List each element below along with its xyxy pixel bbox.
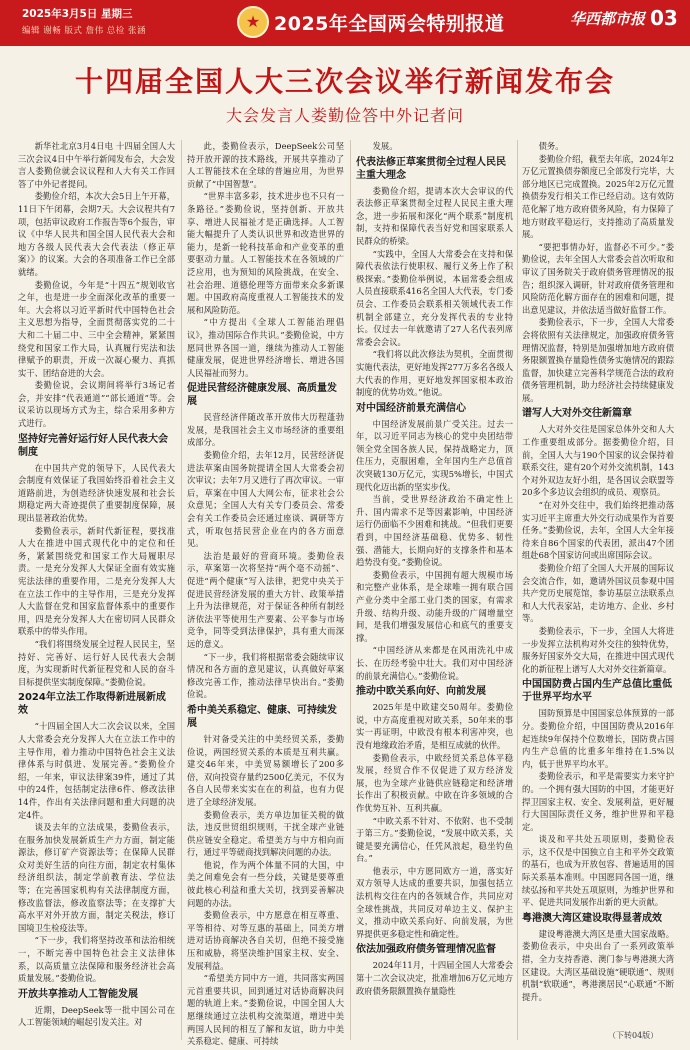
page-banner [0, 0, 690, 46]
article-column-1 [18, 140, 175, 1040]
paragraph: 2024年11月，十四届全国人大常委会第十二次会议决定，批准增加6万亿元地方政府债务限额置换存量隐性 [356, 960, 513, 996]
paragraph: “实践中，全国人大常委会在支持和保障代表依法行使职权、履行义务上作了积极探索。”娄勤俭举例说，本届常委会组成人员直接联系416名全国人大代表，专门委员会、工作委员会联系相关领域代表工作机制全部建立，充分发挥代表的专业特长。仅过去一年就邀请了27人名代表列席常委会会议。 [356, 248, 513, 347]
article-column-2 [187, 140, 344, 1047]
paragraph: “十四届全国人大二次会议以来，全国人大常委会充分发挥人大在立法工作中的主导作用，着力推动中国特色社会主义法律体系与时俱进、发展完善。”娄勤俭介绍，一年来，审议法律案39件，通过了其中的24件，包括制定法律6件、修改法律14件，作出有关法律问题和重大问题的决定4件。 [18, 721, 175, 820]
section-heading: 对中国经济前景充满信心 [356, 402, 466, 414]
paragraph: “中方提出《全球人工智能治理倡议》，推动国际合作共识。”娄勤俭说，中方愿同世界各国一道，继续为推动人工智能健康发展，促进世界经济增长、增进各国人民福祉而努力。 [187, 317, 344, 378]
paragraph: “下一步，我们将根据常委会随续审议情况和各方面的意见建议，认真做好草案修改完善工作，推动法律早快出台。”娄勤俭说。 [187, 651, 344, 700]
section-heading: 依法加强政府债务管理情况监督 [356, 944, 496, 956]
paragraph: 娄勤俭说，会议期间将举行3场记者会，并安排“代表通道”“部长通道”等。会议采访以现场方式为主，综合采用多种方式进行。 [18, 380, 175, 429]
paragraph: 他说，作为两个体量不同的大国，中美之间难免会有一些分歧，关键是要尊重彼此核心利益和重大关切，找到妥善解决问题的办法。 [187, 859, 344, 908]
paragraph: 国防预算是中国国家总体预算的一部分。娄勤俭介绍，中国国防费从2016年起连续9年保持个位数增长，国防费占国内生产总值的比重多年维持在1.5%以内，低于世界平均水平。 [522, 708, 674, 769]
paragraph: 谈及和平共处五项原则，娄勤俭表示，这不仅是中国独立自主和平外交政策的基石，也成为开放包容、普遍适用的国际关系基本准则。中国愿同各国一道，继续弘扬和平共处五项原则，为维护世界和平、促进共同发展作出新的更大贡献。 [522, 834, 674, 908]
paragraph: 建设粤港澳大湾区是重大国家战略。娄勤俭表示，中央出台了一系列政策举措，全力支持香港、澳门参与粤港澳大湾区建设。大湾区基础设施“硬联通”、规则机制“软联通”，粤港澳居民“心联通”不断提升。 [522, 928, 674, 1002]
paragraph: 娄勤俭表示，中国拥有超大规模市场和完整产业体系，是全球唯一拥有联合国产业分类中全部工业门类的国家，有需求升级、结构升级、动能升级的广阔增量空间，是我们增强发展信心和底气的重要支撑。 [356, 569, 513, 643]
paragraph: 民营经济伴随改革开放伟大历程蓬勃发展，是我国社会主义市场经济的重要组成部分。 [187, 412, 344, 448]
paragraph: 他表示，中方愿同欧方一道，落实好双方领导人达成的重要共识，加强包括立法机构交往在内的各领域合作，共同应对全球性挑战，共同反对单边主义、保护主义，推动中欧关系向好、向前发展，为世界提供更多稳定性和确定性。 [356, 865, 513, 939]
paragraph: 发展。 [372, 141, 398, 151]
section-heading: 谱写人大对外交往新篇章 [522, 408, 632, 420]
page-number: 03 [650, 6, 678, 30]
column-divider [350, 140, 351, 1040]
paragraph: 人大对外交往是国家总体外交和人大工作重要组成部分。据娄勤俭介绍，目前，全国人大与190个国家的议会保持着联系交往，建有20个对外交流机制，143个对外双边友好小组，是各国议会联盟等20多个多边议会组织的成员、观察员。 [522, 424, 674, 498]
section-heading: 代表法修正草案贯彻全过程人民民主重大理念 [356, 156, 506, 181]
paragraph: 此，娄勤俭表示，DeepSeek公司坚持开放开源的技术路线，开展共享推动了人工智能技术在全球的普遍应用，为世界贡献了“中国智慧”。 [187, 141, 344, 189]
paragraph: 谈及去年的立法成果，娄勤俭表示，在服务加快发展新质生产力方面，制定能源法，修订矿产资源法等；在保障人民群众对美好生活的向往方面，制定农村集体经济组织法，制定学前教育法、学位法等；在完善国家机构有关法律制度方面，修改监督法，修改监察法等；在支撑扩大高水平对外开放方面，制定关税法，修订国境卫生检疫法等。 [18, 822, 175, 933]
paragraph: 中国经济发展前景广受关注。过去一年，以习近平同志为核心的党中央团结带领全党全国各族人民，保持战略定力，顶住压力，克服困难，全年国内生产总值首次突破130万亿元，实现5%增长，中国式现代化迈出新的坚实步伐。 [356, 418, 513, 492]
special-report-title: 2025年全国两会特别报道 [274, 13, 505, 35]
paragraph: 娄勤俭介绍，截至去年底，2024年2万亿元置换债券额度已全部发行完毕，大部分地区已完成置换。2025年2万亿元置换债券发行相关工作已经启动。这有效防范化解了地方政府债务风险，有力保障了地方财政平稳运行，支持推动了高质量发展。 [522, 153, 674, 240]
paragraph: 娄勤俭表示，下一步，全国人大常委会将依照有关法律规定，加强政府债务管理情况监督，特别是加强增加地方政府债务限额置换存量隐性债务实施情况的跟踪监督，加快建立完善科学规范合法的政府债务管理机制，助力经济社会持续健康发展。 [522, 317, 674, 403]
paragraph: “要把事情办好，监督必不可少。”娄勤俭说，去年全国人大常委会首次听取和审议了国务院关于政府债务管理情况的报告；组织深入调研，针对政府债务管理和风险防范化解方面存在的困难和问题，提出意见建议，并依法适当做好监督工作。 [522, 241, 674, 315]
section-heading: 粤港澳大湾区建设取得显著成效 [522, 912, 662, 924]
publication-info: 2025年3月5日 星期三 [22, 8, 133, 20]
paragraph: 娄勤俭介绍，本次大会5日上午开幕，11日下午闭幕，会期7天。大会议程共有7项，包括审议政府工作报告等6个报告，审议《中华人民共和国全国人民代表大会和地方各级人民代表大会代表法（修正草案）》的议案。大会的各项准备工作已全部就绪。 [18, 191, 175, 277]
paragraph: “中国经济从来都是在风雨洗礼中成长、在历经考验中壮大。我们对中国经济的前景充满信心。”娄勤俭说。 [356, 645, 513, 681]
paragraph: 法治是最好的营商环境。娄勤俭表示，草案第一次将坚持“两个毫不动摇”、促进“两个健康”写入法律，把党中央关于促进民营经济发展的重大方针、政策举措上升为法律规范，对于保证各种所有制经济依法平等使用生产要素、公平参与市场竞争，同等受到法律保护，具有重大而深远的意义。 [187, 550, 344, 649]
article-subheadline: 大会发言人娄勤俭答中外记者问 [225, 106, 464, 125]
section-heading: 开放共享推动人工智能发展 [18, 988, 138, 1000]
editor-credits: 编辑 谢畅 版式 詹伟 总检 张涵 [22, 26, 147, 36]
paragraph: 娄勤俭表示，新时代新征程，要找准人大在推进中国式现代化中的定位和任务，紧紧围绕党和国家工作大局履职尽责。一是充分发挥人大保证全面有效实施宪法法律的重要作用，二是充分发挥人大在立法工作中的主导作用，三是充分发挥人大监督在党和国家监督体系中的重要作用，四是充分发挥人大在密切同人民群众联系中的带头作用。 [18, 525, 175, 637]
article-headline: 十四届全国人大三次会议举行新闻发布会 [74, 65, 615, 98]
paragraph: 娄勤俭介绍了全国人大开展的国际议会交流合作，如，邀请外国议员参观中国共产党历史展览馆，参访基层立法联系点和人大代表家站，走访地方、企业、乡村等。 [522, 563, 674, 624]
paragraph: 债务。 [538, 141, 564, 151]
paragraph: 娄勤俭表示，中方愿意在相互尊重、平等相待、对等互惠的基础上，同美方增进对话协商解决各自关切，但绝不接受施压和威胁，将坚决维护国家主权、安全、发展利益。 [187, 910, 344, 971]
section-heading: 中国国防费占国内生产总值比重低于世界平均水平 [522, 679, 672, 704]
section-heading: 希中美关系稳定、健康、可持续发展 [187, 704, 337, 729]
paragraph: 娄勤俭表示，中欧经贸关系总体平稳发展，经贸合作不仅促进了双方经济发展，也为全球产业链供应链稳定和经济增长作出了积极贡献。中欧在许多领域的合作优势互补、互利共赢。 [356, 752, 513, 813]
paragraph: 娄勤俭表示，美方单边加征关税的做法，违反世贸组织规则，干扰全球产业链供应链安全稳定。希望美方与中方相向而行，通过平等磋商找到解决问题的办法。 [187, 809, 344, 858]
newspaper-logo: 华西都市报 [570, 10, 646, 28]
paragraph: 娄勤俭表示，下一步，全国人大将进一步发挥立法机构对外交往的独特优势，服务好国家外交大局，在推进中国式现代化的新征程上谱写人大对外交往新篇章。 [522, 625, 674, 674]
section-heading: 推动中欧关系向好、向前发展 [356, 686, 486, 698]
article-column-3 [356, 140, 513, 1040]
section-heading: 坚持好完善好运行好人民代表大会制度 [18, 433, 168, 458]
paragraph: 近期，DeepSeek等一批中国公司在人工智能领域的崛起引发关注。对 [18, 1004, 175, 1028]
paragraph: 2025年是中欧建交50周年。娄勤俭说，中方高度重视对欧关系，50年来的事实一再证明，中欧没有根本利害冲突，也没有地缘政治矛盾，是相互成就的伙伴。 [356, 702, 513, 750]
paragraph: “下一步，我们将坚持改革和法治相统一，不断完善中国特色社会主义法律体系，以高质量立法保障和服务经济社会高质量发展。”娄勤俭说。 [18, 935, 175, 984]
section-heading: 2024年立法工作取得新进展新成效 [18, 692, 166, 717]
paragraph: 当前，受世界经济政治不确定性上升、国内需求不足等因素影响，中国经济运行仍面临不少困难和挑战。“但我们更要看到，中国经济基础稳、优势多、韧性强、潜能大，长期向好的支撑条件和基本趋势没有变。”娄勤俭说。 [356, 494, 513, 568]
column-divider [517, 140, 518, 1040]
column-divider [181, 140, 182, 1040]
continuation-note: （下转04版） [608, 1031, 659, 1040]
paragraph: “在对外交往中，我们始终把推动落实习近平主席重大外交行动成果作为首要任务。”娄勤俭说，去年，全国人大全年接待来自86个国家的代表团，派出47个团组赴68个国家访问或出席国际会议。 [522, 500, 674, 561]
national-emblem-icon: ★ [237, 6, 269, 38]
paragraph: “中欧关系不针对、不依附、也不受制于第三方。”娄勤俭说，“发展中欧关系，关键是要充满信心，任凭风浪起，稳坐钓鱼台。” [356, 815, 513, 864]
paragraph: “希望美方同中方一道，共同落实两国元首重要共识，回到通过对话协商解决问题的轨道上来。”娄勤俭说，中国全国人大愿继续通过立法机构交流渠道，增进中美两国人民间的相互了解和友谊，助力中美关系稳定、健康、可持续 [187, 973, 344, 1047]
paragraph: 在中国共产党的领导下，人民代表大会制度有效保证了我国始终沿着社会主义道路前进，为创造经济快速发展和社会长期稳定两大奇迹提供了重要制度保障，展现出显著政治优势。 [18, 462, 175, 524]
article-column-4 [522, 140, 674, 1040]
paragraph: 娄勤俭表示，和平是需要实力来守护的。一个拥有强大国防的中国，才能更好捍卫国家主权、安全、发展利益，更好履行大国国际责任义务，维护世界和平稳定。 [522, 771, 674, 832]
paragraph: “我们将以此次修法为契机，全面贯彻实施代表法，更好地发挥277万多名各级人大代表的作用，更好地发挥国家根本政治制度的优势功效。”他说。 [356, 349, 513, 398]
paragraph: 娄勤俭介绍，提请本次大会审议的代表法修正草案贯彻全过程人民民主重大理念，进一步拓展和深化“两个联系”制度机制，支持和保障代表当好党和国家联系人民群众的桥梁。 [356, 185, 513, 246]
paragraph: “世界丰富多彩，技术进步也不只有一条路径。”娄勤俭说，坚持创新、开放共享、增进人民福祉才是正确选择。人工智能大幅提升了人类认识世界和改造世界的能力，是新一轮科技革命和产业变革的重要驱动力量。人工智能技术在各领域的广泛应用，也为预知的风险挑战，在安全、社会治理、道德伦理等方面带来众多新课题。中国政府高度重视人工智能技术的发展和风险防范。 [187, 191, 344, 315]
paragraph: 娄勤俭说，今年是“十四五”规划收官之年，也是进一步全面深化改革的重要一年。大会将以习近平新时代中国特色社会主义思想为指导，全面贯彻落实党的二十大和二十届二中、三中全会精神，紧紧围绕党和国家工作大局，认真履行宪法和法律赋予的职责，开成一次凝心聚力、真抓实干、团结奋进的大会。 [18, 279, 175, 378]
paragraph: 针对备受关注的中美经贸关系，娄勤俭说，两国经贸关系的本质是互利共赢。建交46年来，中美贸易额增长了200多倍，双向投资存量约2500亿美元，不仅为各自人民带来实实在在的利益，也有力促进了全球经济发展。 [187, 733, 344, 807]
section-heading: 促进民营经济健康发展、高质量发展 [187, 383, 337, 408]
paragraph: 娄勤俭介绍，去年12月，民营经济促进法草案由国务院提请全国人大常委会初次审议；去年7月又进行了再次审议。一审后，草案在中国人大网公布，征求社会公众意见；全国人大有关专门委员会、常委会有关工作委员会还通过座谈、调研等方式，听取包括民营企业在内的各方面意见。 [187, 450, 344, 549]
paragraph: 新华社北京3月4日电 十四届全国人大三次会议4日中午举行新闻发布会，大会发言人娄勤俭就会议议程和人大有关工作回答了中外记者提问。 [18, 141, 175, 189]
paragraph: “我们将围绕发展全过程人民民主，坚持好、完善好、运行好人民代表大会制度，为实现新时代新征程党和人民的奋斗目标提供坚实制度保障。”娄勤俭说。 [18, 638, 175, 687]
